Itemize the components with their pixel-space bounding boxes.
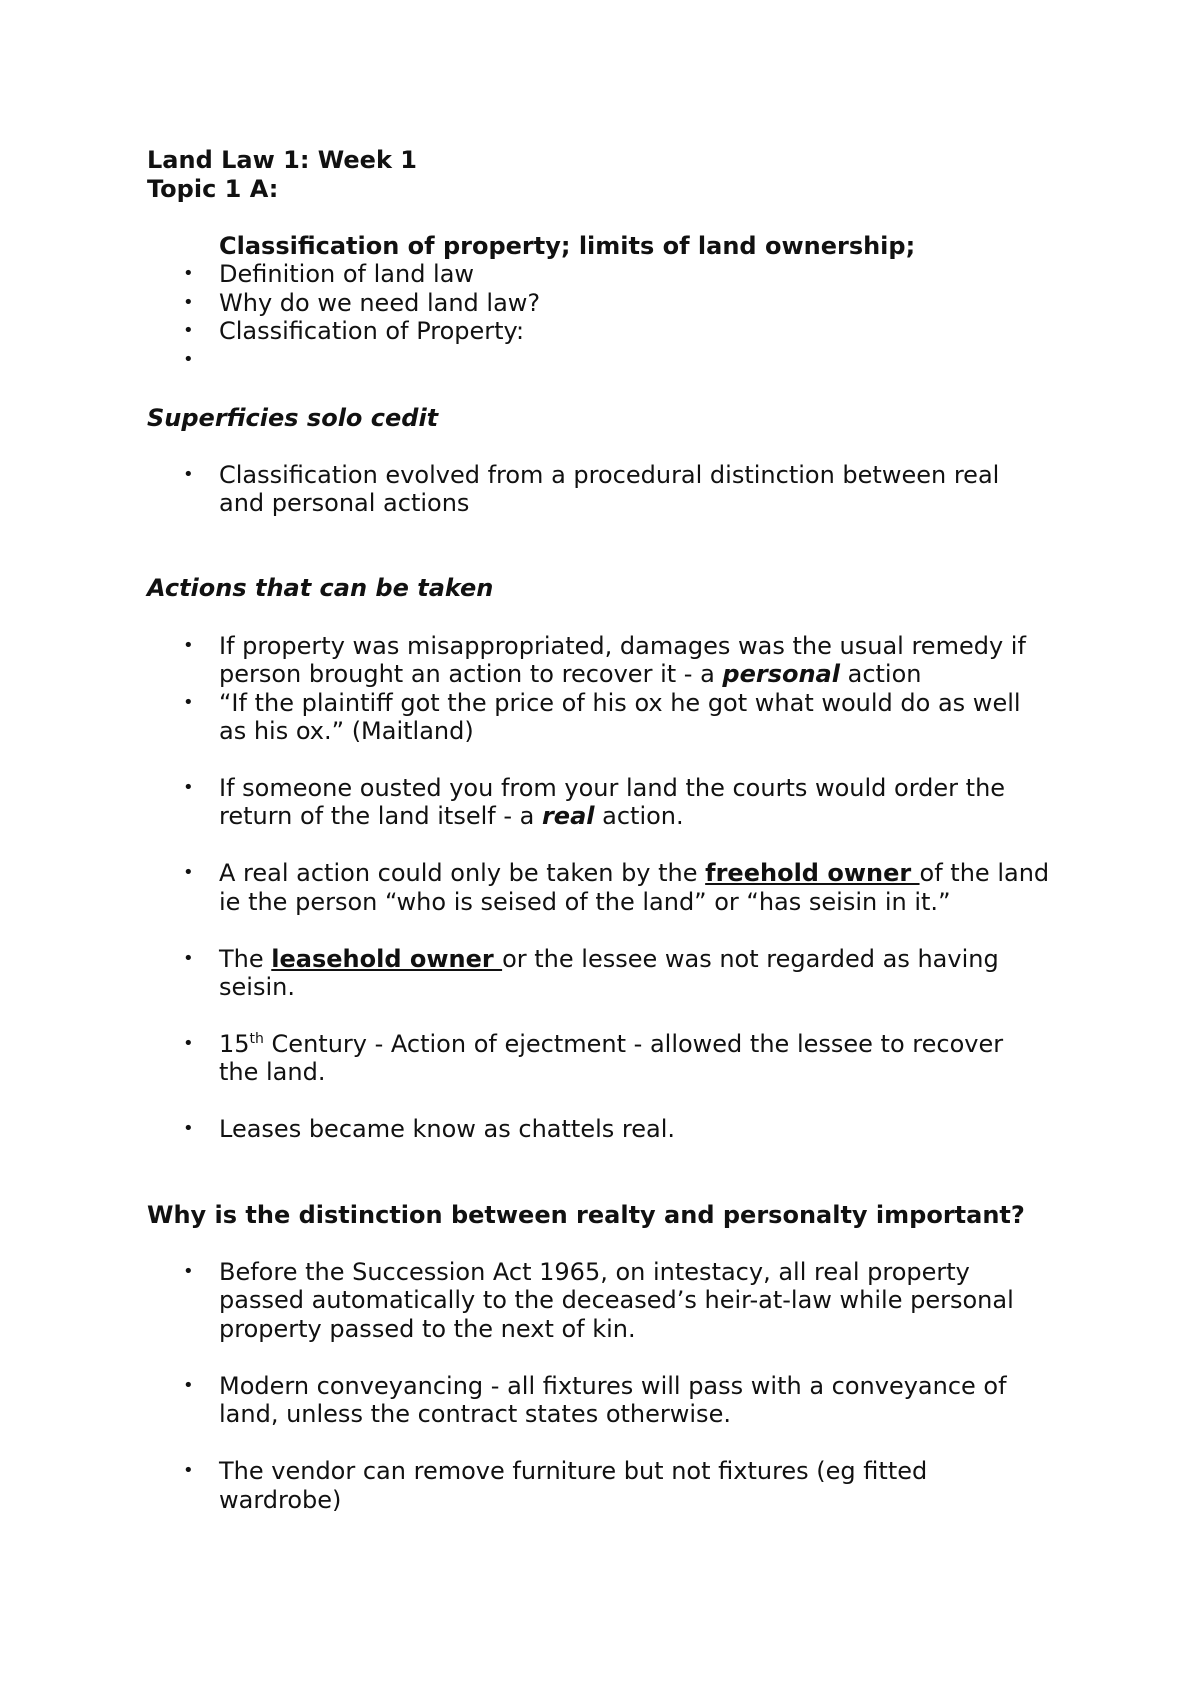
- text-run: of the land: [919, 859, 1050, 887]
- bullet-icon: •: [183, 1261, 194, 1282]
- distinction-b3-line-2: wardrobe): [219, 1486, 342, 1514]
- distinction-b3-line-1: The vendor can remove furniture but not fixtures (eg fitted: [219, 1457, 928, 1485]
- bullet-icon: •: [183, 1033, 194, 1054]
- topic-label: Topic 1 A:: [147, 175, 279, 203]
- text-run: Century - Action of ejectment - allowed the lessee to recover: [263, 1030, 1004, 1058]
- text-run: The: [219, 945, 272, 973]
- bullet-icon: •: [183, 862, 194, 883]
- text-run: or the lessee was not regarded as having: [502, 945, 999, 973]
- actions-b2-line-2: as his ox.” (Maitland): [219, 717, 474, 745]
- bullet-icon: •: [183, 1118, 194, 1139]
- actions-b1-line-1: If property was misappropriated, damages was the usual remedy if: [219, 632, 1026, 660]
- text-run: action.: [594, 802, 684, 830]
- bullet-icon: •: [183, 777, 194, 798]
- distinction-b2-line-1: Modern conveyancing - all fixtures will pass with a conveyance of: [219, 1372, 1007, 1400]
- distinction-b1-line-3: property passed to the next of kin.: [219, 1315, 636, 1343]
- actions-b5-line-1: [219, 945, 999, 973]
- text-run: return of the land itself - a: [219, 802, 542, 830]
- text-run: action: [839, 660, 922, 688]
- actions-b7-line-1: Leases became know as chattels real.: [219, 1115, 675, 1143]
- intro-bullet-1: Definition of land law: [219, 260, 475, 288]
- actions-b3-line-2: [219, 802, 684, 830]
- ordinal-superscript: th: [249, 1031, 264, 1047]
- actions-b3-line-1: If someone ousted you from your land the courts would order the: [219, 774, 1006, 802]
- emphasis-personal: personal: [722, 660, 840, 688]
- actions-b2-line-1: “If the plaintiff got the price of his ox he got what would do as well: [219, 689, 1021, 717]
- bullet-icon: •: [183, 692, 194, 713]
- distinction-b1-line-2: passed automatically to the deceased’s heir-at-law while personal: [219, 1286, 1014, 1314]
- bullet-icon: •: [183, 1375, 194, 1396]
- actions-b4-line-2: ie the person “who is seised of the land” or “has seisin in it.”: [219, 888, 951, 916]
- bullet-icon: •: [183, 263, 194, 284]
- intro-heading: Classification of property; limits of land ownership;: [219, 232, 916, 260]
- superficies-bullet-line-1: Classification evolved from a procedural distinction between real: [219, 461, 1000, 489]
- bullet-icon: •: [183, 1460, 194, 1481]
- bullet-icon: •: [183, 635, 194, 656]
- actions-b6-line-2: the land.: [219, 1058, 326, 1086]
- bullet-icon: •: [183, 292, 194, 313]
- bullet-icon: •: [183, 464, 194, 485]
- emphasis-leasehold-owner: leasehold owner: [271, 945, 503, 973]
- text-run: A real action could only be taken by the: [219, 859, 706, 887]
- text-run: 15: [219, 1030, 250, 1058]
- text-run: person brought an action to recover it - a: [219, 660, 723, 688]
- superficies-bullet-line-2: and personal actions: [219, 489, 470, 517]
- document-title: Land Law 1: Week 1: [147, 146, 417, 174]
- emphasis-freehold-owner: freehold owner: [705, 859, 920, 887]
- actions-heading: Actions that can be taken: [147, 574, 494, 602]
- actions-b1-line-2: [219, 660, 922, 688]
- actions-b5-line-2: seisin.: [219, 973, 295, 1001]
- distinction-heading: Why is the distinction between realty and personalty important?: [147, 1201, 1025, 1229]
- intro-bullet-3: Classification of Property:: [219, 317, 525, 345]
- actions-b4-line-1: [219, 859, 1049, 887]
- bullet-icon: •: [183, 349, 194, 370]
- actions-b6-line-1: [219, 1030, 1003, 1058]
- bullet-icon: •: [183, 948, 194, 969]
- superficies-heading: Superficies solo cedit: [147, 404, 439, 432]
- distinction-b1-line-1: Before the Succession Act 1965, on intestacy, all real property: [219, 1258, 970, 1286]
- emphasis-real: real: [541, 802, 595, 830]
- bullet-icon: •: [183, 320, 194, 341]
- distinction-b2-line-2: land, unless the contract states otherwise.: [219, 1400, 731, 1428]
- intro-bullet-2: Why do we need land law?: [219, 289, 541, 317]
